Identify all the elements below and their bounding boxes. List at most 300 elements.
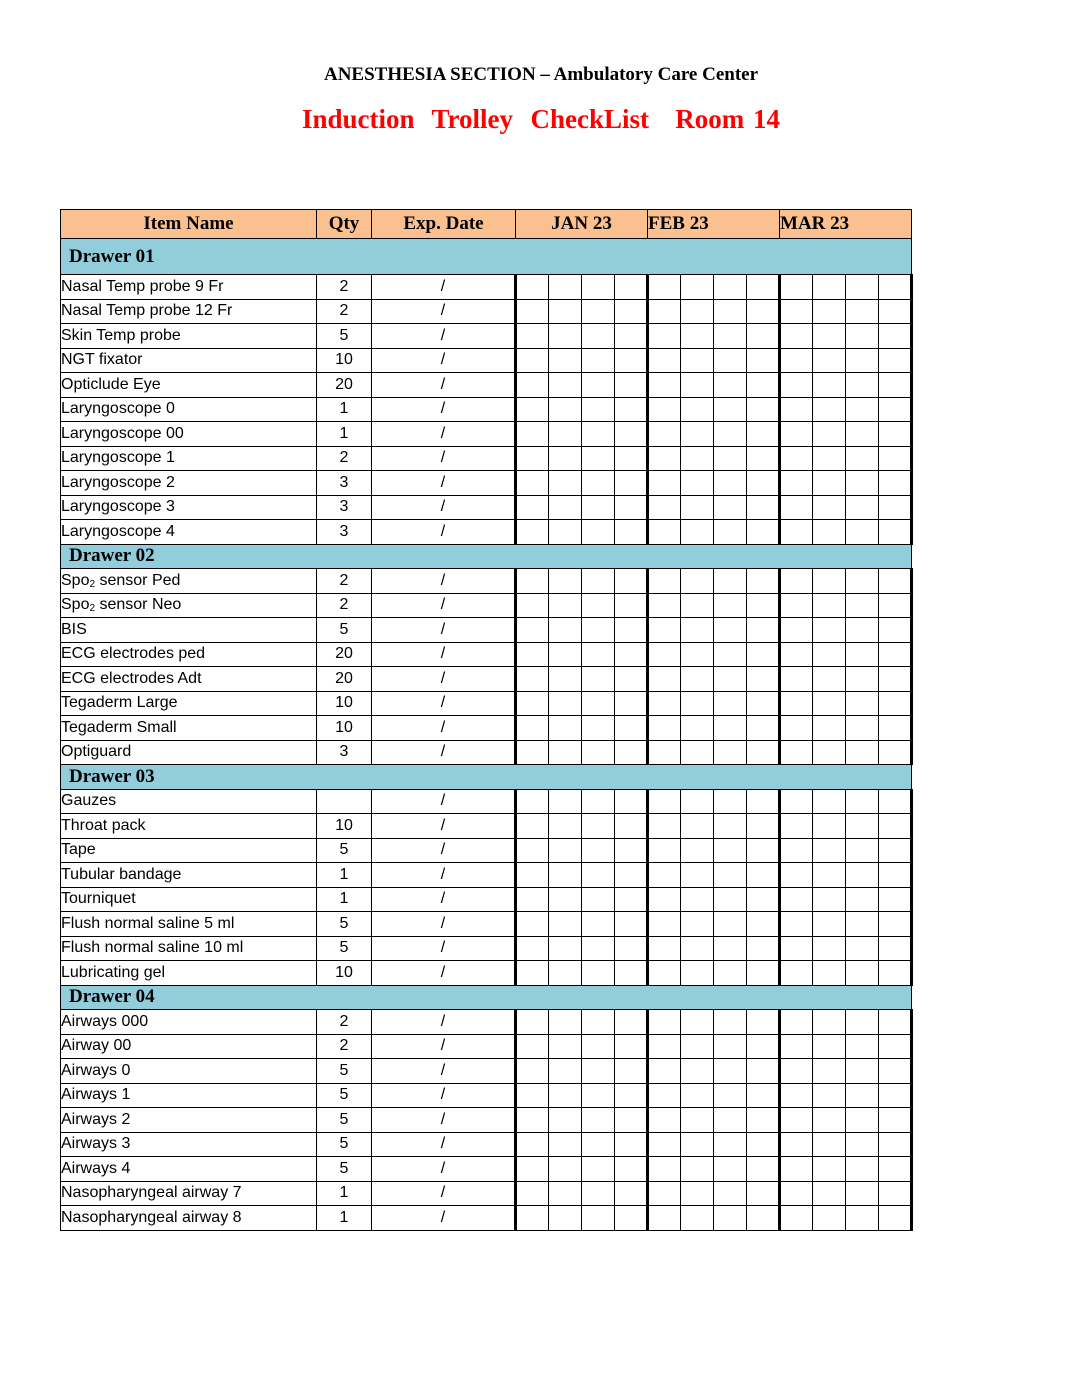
check-cell[interactable] [813, 397, 846, 422]
check-cell[interactable] [648, 1181, 681, 1206]
check-cell[interactable] [681, 838, 714, 863]
check-cell[interactable] [747, 1059, 780, 1084]
check-cell[interactable] [516, 324, 549, 349]
check-cell[interactable] [648, 471, 681, 496]
check-cell[interactable] [879, 422, 912, 447]
check-cell[interactable] [846, 1181, 879, 1206]
check-cell[interactable] [582, 1059, 615, 1084]
check-cell[interactable] [582, 1206, 615, 1231]
check-cell[interactable] [813, 740, 846, 765]
check-cell[interactable] [582, 1010, 615, 1035]
check-cell[interactable] [813, 348, 846, 373]
check-cell[interactable] [780, 740, 813, 765]
check-cell[interactable] [582, 299, 615, 324]
check-cell[interactable] [780, 961, 813, 986]
check-cell[interactable] [582, 593, 615, 618]
check-cell[interactable] [846, 593, 879, 618]
check-cell[interactable] [846, 1010, 879, 1035]
item-exp-date[interactable]: / [372, 1083, 516, 1108]
check-cell[interactable] [516, 1157, 549, 1182]
check-cell[interactable] [615, 961, 648, 986]
item-exp-date[interactable]: / [372, 446, 516, 471]
check-cell[interactable] [714, 373, 747, 398]
check-cell[interactable] [879, 471, 912, 496]
check-cell[interactable] [582, 618, 615, 643]
check-cell[interactable] [516, 1034, 549, 1059]
check-cell[interactable] [582, 397, 615, 422]
check-cell[interactable] [582, 373, 615, 398]
check-cell[interactable] [615, 1132, 648, 1157]
check-cell[interactable] [516, 642, 549, 667]
check-cell[interactable] [879, 912, 912, 937]
item-exp-date[interactable]: / [372, 936, 516, 961]
check-cell[interactable] [813, 1132, 846, 1157]
item-exp-date[interactable]: / [372, 642, 516, 667]
check-cell[interactable] [846, 912, 879, 937]
check-cell[interactable] [648, 838, 681, 863]
check-cell[interactable] [681, 422, 714, 447]
check-cell[interactable] [846, 275, 879, 300]
check-cell[interactable] [747, 422, 780, 447]
check-cell[interactable] [780, 1206, 813, 1231]
check-cell[interactable] [615, 495, 648, 520]
check-cell[interactable] [648, 1132, 681, 1157]
check-cell[interactable] [582, 740, 615, 765]
check-cell[interactable] [549, 838, 582, 863]
item-exp-date[interactable]: / [372, 1157, 516, 1182]
check-cell[interactable] [846, 471, 879, 496]
check-cell[interactable] [549, 936, 582, 961]
check-cell[interactable] [747, 936, 780, 961]
check-cell[interactable] [648, 593, 681, 618]
check-cell[interactable] [648, 1206, 681, 1231]
check-cell[interactable] [879, 1034, 912, 1059]
check-cell[interactable] [879, 569, 912, 594]
check-cell[interactable] [648, 397, 681, 422]
check-cell[interactable] [780, 471, 813, 496]
check-cell[interactable] [549, 373, 582, 398]
check-cell[interactable] [681, 1108, 714, 1133]
check-cell[interactable] [549, 1206, 582, 1231]
check-cell[interactable] [714, 887, 747, 912]
check-cell[interactable] [681, 691, 714, 716]
check-cell[interactable] [681, 1010, 714, 1035]
check-cell[interactable] [846, 789, 879, 814]
item-exp-date[interactable]: / [372, 691, 516, 716]
check-cell[interactable] [615, 691, 648, 716]
check-cell[interactable] [846, 397, 879, 422]
check-cell[interactable] [780, 618, 813, 643]
item-exp-date[interactable]: / [372, 912, 516, 937]
check-cell[interactable] [747, 324, 780, 349]
check-cell[interactable] [681, 299, 714, 324]
check-cell[interactable] [780, 1083, 813, 1108]
check-cell[interactable] [516, 667, 549, 692]
check-cell[interactable] [846, 1132, 879, 1157]
check-cell[interactable] [681, 324, 714, 349]
check-cell[interactable] [681, 348, 714, 373]
check-cell[interactable] [516, 691, 549, 716]
check-cell[interactable] [516, 397, 549, 422]
check-cell[interactable] [582, 887, 615, 912]
check-cell[interactable] [879, 887, 912, 912]
check-cell[interactable] [648, 520, 681, 545]
check-cell[interactable] [582, 691, 615, 716]
check-cell[interactable] [714, 1083, 747, 1108]
check-cell[interactable] [780, 1132, 813, 1157]
check-cell[interactable] [747, 912, 780, 937]
check-cell[interactable] [582, 814, 615, 839]
check-cell[interactable] [780, 1010, 813, 1035]
check-cell[interactable] [516, 348, 549, 373]
check-cell[interactable] [648, 299, 681, 324]
check-cell[interactable] [549, 667, 582, 692]
check-cell[interactable] [747, 471, 780, 496]
check-cell[interactable] [813, 520, 846, 545]
check-cell[interactable] [714, 936, 747, 961]
check-cell[interactable] [681, 814, 714, 839]
check-cell[interactable] [714, 593, 747, 618]
check-cell[interactable] [582, 1034, 615, 1059]
check-cell[interactable] [648, 1034, 681, 1059]
check-cell[interactable] [780, 936, 813, 961]
check-cell[interactable] [846, 740, 879, 765]
check-cell[interactable] [714, 1034, 747, 1059]
check-cell[interactable] [516, 471, 549, 496]
check-cell[interactable] [582, 1181, 615, 1206]
check-cell[interactable] [615, 887, 648, 912]
check-cell[interactable] [549, 618, 582, 643]
check-cell[interactable] [846, 520, 879, 545]
check-cell[interactable] [846, 863, 879, 888]
check-cell[interactable] [879, 275, 912, 300]
check-cell[interactable] [516, 299, 549, 324]
check-cell[interactable] [747, 887, 780, 912]
check-cell[interactable] [582, 642, 615, 667]
check-cell[interactable] [681, 912, 714, 937]
check-cell[interactable] [813, 863, 846, 888]
check-cell[interactable] [648, 887, 681, 912]
check-cell[interactable] [879, 740, 912, 765]
check-cell[interactable] [615, 275, 648, 300]
check-cell[interactable] [747, 569, 780, 594]
check-cell[interactable] [747, 397, 780, 422]
check-cell[interactable] [813, 569, 846, 594]
check-cell[interactable] [747, 1157, 780, 1182]
check-cell[interactable] [648, 275, 681, 300]
check-cell[interactable] [516, 1059, 549, 1084]
check-cell[interactable] [846, 618, 879, 643]
item-exp-date[interactable]: / [372, 887, 516, 912]
check-cell[interactable] [747, 814, 780, 839]
check-cell[interactable] [549, 961, 582, 986]
check-cell[interactable] [615, 1010, 648, 1035]
check-cell[interactable] [846, 887, 879, 912]
check-cell[interactable] [747, 1034, 780, 1059]
check-cell[interactable] [582, 495, 615, 520]
check-cell[interactable] [615, 838, 648, 863]
check-cell[interactable] [813, 1083, 846, 1108]
check-cell[interactable] [780, 1034, 813, 1059]
check-cell[interactable] [648, 814, 681, 839]
check-cell[interactable] [549, 569, 582, 594]
check-cell[interactable] [747, 1181, 780, 1206]
check-cell[interactable] [813, 1034, 846, 1059]
check-cell[interactable] [516, 1206, 549, 1231]
check-cell[interactable] [681, 936, 714, 961]
check-cell[interactable] [879, 1157, 912, 1182]
check-cell[interactable] [714, 1059, 747, 1084]
check-cell[interactable] [714, 740, 747, 765]
check-cell[interactable] [813, 961, 846, 986]
check-cell[interactable] [714, 1132, 747, 1157]
check-cell[interactable] [714, 1181, 747, 1206]
check-cell[interactable] [813, 275, 846, 300]
check-cell[interactable] [615, 397, 648, 422]
check-cell[interactable] [681, 1034, 714, 1059]
check-cell[interactable] [780, 1108, 813, 1133]
check-cell[interactable] [813, 814, 846, 839]
check-cell[interactable] [846, 446, 879, 471]
check-cell[interactable] [681, 1181, 714, 1206]
check-cell[interactable] [582, 789, 615, 814]
check-cell[interactable] [681, 863, 714, 888]
item-exp-date[interactable]: / [372, 397, 516, 422]
check-cell[interactable] [648, 740, 681, 765]
check-cell[interactable] [648, 1108, 681, 1133]
check-cell[interactable] [549, 1083, 582, 1108]
check-cell[interactable] [582, 1132, 615, 1157]
check-cell[interactable] [615, 1108, 648, 1133]
check-cell[interactable] [648, 373, 681, 398]
check-cell[interactable] [714, 397, 747, 422]
check-cell[interactable] [813, 716, 846, 741]
check-cell[interactable] [681, 397, 714, 422]
check-cell[interactable] [846, 1157, 879, 1182]
check-cell[interactable] [714, 618, 747, 643]
check-cell[interactable] [582, 1157, 615, 1182]
check-cell[interactable] [549, 1059, 582, 1084]
check-cell[interactable] [879, 1132, 912, 1157]
check-cell[interactable] [615, 299, 648, 324]
item-exp-date[interactable]: / [372, 324, 516, 349]
check-cell[interactable] [582, 936, 615, 961]
check-cell[interactable] [780, 716, 813, 741]
check-cell[interactable] [846, 936, 879, 961]
check-cell[interactable] [780, 1181, 813, 1206]
check-cell[interactable] [582, 275, 615, 300]
check-cell[interactable] [516, 1010, 549, 1035]
item-exp-date[interactable]: / [372, 961, 516, 986]
check-cell[interactable] [582, 716, 615, 741]
check-cell[interactable] [681, 887, 714, 912]
check-cell[interactable] [549, 275, 582, 300]
check-cell[interactable] [780, 569, 813, 594]
check-cell[interactable] [813, 495, 846, 520]
check-cell[interactable] [615, 569, 648, 594]
check-cell[interactable] [681, 961, 714, 986]
item-exp-date[interactable]: / [372, 422, 516, 447]
check-cell[interactable] [648, 569, 681, 594]
check-cell[interactable] [549, 912, 582, 937]
check-cell[interactable] [846, 1083, 879, 1108]
check-cell[interactable] [714, 422, 747, 447]
check-cell[interactable] [516, 569, 549, 594]
check-cell[interactable] [846, 373, 879, 398]
check-cell[interactable] [681, 373, 714, 398]
check-cell[interactable] [879, 618, 912, 643]
check-cell[interactable] [516, 912, 549, 937]
check-cell[interactable] [780, 1157, 813, 1182]
check-cell[interactable] [714, 520, 747, 545]
check-cell[interactable] [648, 912, 681, 937]
check-cell[interactable] [582, 446, 615, 471]
check-cell[interactable] [681, 275, 714, 300]
item-exp-date[interactable]: / [372, 838, 516, 863]
check-cell[interactable] [780, 593, 813, 618]
check-cell[interactable] [681, 593, 714, 618]
check-cell[interactable] [516, 936, 549, 961]
check-cell[interactable] [879, 348, 912, 373]
check-cell[interactable] [747, 1010, 780, 1035]
check-cell[interactable] [714, 912, 747, 937]
check-cell[interactable] [879, 814, 912, 839]
check-cell[interactable] [813, 691, 846, 716]
check-cell[interactable] [648, 961, 681, 986]
check-cell[interactable] [780, 348, 813, 373]
check-cell[interactable] [714, 324, 747, 349]
check-cell[interactable] [747, 1206, 780, 1231]
check-cell[interactable] [846, 691, 879, 716]
check-cell[interactable] [879, 593, 912, 618]
check-cell[interactable] [879, 446, 912, 471]
check-cell[interactable] [879, 495, 912, 520]
item-exp-date[interactable]: / [372, 789, 516, 814]
check-cell[interactable] [780, 373, 813, 398]
check-cell[interactable] [648, 1157, 681, 1182]
item-exp-date[interactable]: / [372, 863, 516, 888]
check-cell[interactable] [549, 446, 582, 471]
check-cell[interactable] [549, 471, 582, 496]
check-cell[interactable] [879, 1059, 912, 1084]
check-cell[interactable] [516, 446, 549, 471]
item-exp-date[interactable]: / [372, 348, 516, 373]
check-cell[interactable] [516, 1132, 549, 1157]
item-exp-date[interactable]: / [372, 740, 516, 765]
check-cell[interactable] [813, 667, 846, 692]
check-cell[interactable] [747, 495, 780, 520]
item-exp-date[interactable]: / [372, 1181, 516, 1206]
item-exp-date[interactable]: / [372, 1132, 516, 1157]
check-cell[interactable] [648, 863, 681, 888]
check-cell[interactable] [714, 1108, 747, 1133]
check-cell[interactable] [615, 789, 648, 814]
check-cell[interactable] [747, 642, 780, 667]
check-cell[interactable] [747, 520, 780, 545]
check-cell[interactable] [879, 716, 912, 741]
item-exp-date[interactable]: / [372, 373, 516, 398]
check-cell[interactable] [780, 495, 813, 520]
check-cell[interactable] [615, 324, 648, 349]
check-cell[interactable] [681, 1157, 714, 1182]
check-cell[interactable] [879, 691, 912, 716]
check-cell[interactable] [813, 936, 846, 961]
check-cell[interactable] [813, 299, 846, 324]
check-cell[interactable] [516, 275, 549, 300]
check-cell[interactable] [549, 642, 582, 667]
check-cell[interactable] [846, 348, 879, 373]
check-cell[interactable] [747, 789, 780, 814]
check-cell[interactable] [549, 397, 582, 422]
check-cell[interactable] [813, 1157, 846, 1182]
check-cell[interactable] [813, 324, 846, 349]
check-cell[interactable] [582, 667, 615, 692]
check-cell[interactable] [747, 373, 780, 398]
check-cell[interactable] [582, 863, 615, 888]
check-cell[interactable] [879, 397, 912, 422]
check-cell[interactable] [780, 1059, 813, 1084]
check-cell[interactable] [681, 520, 714, 545]
check-cell[interactable] [681, 1083, 714, 1108]
check-cell[interactable] [681, 569, 714, 594]
check-cell[interactable] [615, 471, 648, 496]
item-exp-date[interactable]: / [372, 667, 516, 692]
check-cell[interactable] [879, 642, 912, 667]
check-cell[interactable] [780, 691, 813, 716]
check-cell[interactable] [549, 1108, 582, 1133]
check-cell[interactable] [516, 422, 549, 447]
check-cell[interactable] [615, 936, 648, 961]
check-cell[interactable] [516, 740, 549, 765]
check-cell[interactable] [516, 887, 549, 912]
check-cell[interactable] [681, 1206, 714, 1231]
check-cell[interactable] [780, 667, 813, 692]
check-cell[interactable] [813, 887, 846, 912]
check-cell[interactable] [813, 422, 846, 447]
check-cell[interactable] [714, 348, 747, 373]
check-cell[interactable] [582, 520, 615, 545]
check-cell[interactable] [615, 667, 648, 692]
check-cell[interactable] [780, 912, 813, 937]
check-cell[interactable] [747, 740, 780, 765]
item-exp-date[interactable]: / [372, 520, 516, 545]
check-cell[interactable] [714, 716, 747, 741]
check-cell[interactable] [549, 789, 582, 814]
check-cell[interactable] [681, 667, 714, 692]
item-exp-date[interactable]: / [372, 593, 516, 618]
check-cell[interactable] [846, 814, 879, 839]
check-cell[interactable] [780, 422, 813, 447]
check-cell[interactable] [780, 324, 813, 349]
item-exp-date[interactable]: / [372, 1108, 516, 1133]
check-cell[interactable] [648, 324, 681, 349]
check-cell[interactable] [846, 324, 879, 349]
check-cell[interactable] [549, 716, 582, 741]
check-cell[interactable] [582, 912, 615, 937]
check-cell[interactable] [615, 348, 648, 373]
check-cell[interactable] [846, 642, 879, 667]
check-cell[interactable] [648, 936, 681, 961]
check-cell[interactable] [516, 1083, 549, 1108]
check-cell[interactable] [780, 863, 813, 888]
check-cell[interactable] [813, 838, 846, 863]
check-cell[interactable] [582, 961, 615, 986]
check-cell[interactable] [582, 1108, 615, 1133]
check-cell[interactable] [516, 838, 549, 863]
check-cell[interactable] [648, 716, 681, 741]
check-cell[interactable] [813, 593, 846, 618]
item-exp-date[interactable]: / [372, 618, 516, 643]
